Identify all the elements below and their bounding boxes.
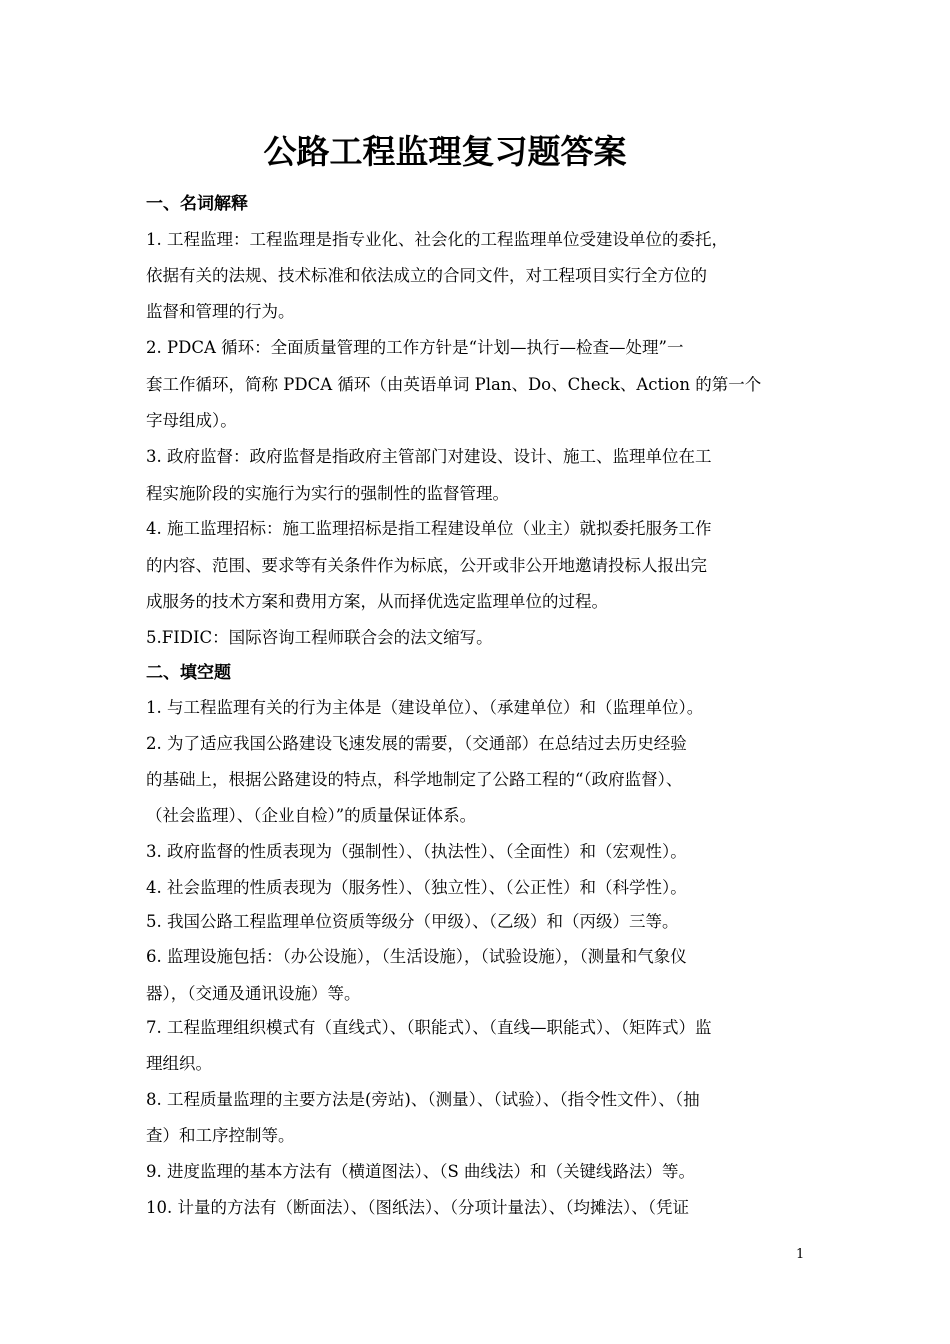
text-line: 成服务的技术方案和费用方案，从而择优选定监理单位的过程。 — [146, 592, 608, 611]
text-line: 理组织。 — [146, 1054, 212, 1073]
text-line: 4. 社会监理的性质表现为（服务性）、（独立性）、（公正性）和（科学性）。 — [146, 878, 687, 897]
text-line: 8. 工程质量监理的主要方法是(旁站)、（测量）、（试验）、（指令性文件）、（抽 — [146, 1090, 700, 1109]
text-line: 器），（交通及通讯设施）等。 — [146, 984, 361, 1003]
text-line: 2. PDCA 循环：全面质量管理的工作方针是“计划—执行—检查—处理”一 — [146, 338, 684, 357]
text-line: 3. 政府监督的性质表现为（强制性）、（执法性）、（全面性）和（宏观性）。 — [146, 842, 687, 861]
text-line: 6. 监理设施包括：（办公设施），（生活设施），（试验设施），（测量和气象仪 — [146, 947, 687, 966]
text-line: 程实施阶段的实施行为实行的强制性的监督管理。 — [146, 484, 509, 503]
text-line: 的内容、范围、要求等有关条件作为标底，公开或非公开地邀请投标人报出完 — [146, 556, 707, 575]
document-title: 公路工程监理复习题答案 — [263, 132, 627, 171]
text-line: 1. 与工程监理有关的行为主体是（建设单位）、（承建单位）和（监理单位）。 — [146, 698, 704, 717]
text-line: 2. 为了适应我国公路建设飞速发展的需要，（交通部）在总结过去历史经验 — [146, 734, 687, 753]
text-line: 10. 计量的方法有（断面法）、（图纸法）、（分项计量法）、（均摊法）、（凭证 — [146, 1198, 689, 1217]
text-line: 查）和工序控制等。 — [146, 1126, 295, 1145]
text-line: 的基础上，根据公路建设的特点，科学地制定了公路工程的“（政府监督）、 — [146, 770, 683, 789]
text-line: 3. 政府监督：政府监督是指政府主管部门对建设、设计、施工、监理单位在工 — [146, 447, 712, 466]
text-line: 1. 工程监理：工程监理是指专业化、社会化的工程监理单位受建设单位的委托， — [146, 230, 728, 249]
text-line: 9. 进度监理的基本方法有（横道图法）、（S 曲线法）和（关键线路法）等。 — [146, 1162, 696, 1181]
section-heading-definitions: 一、名词解释 — [146, 194, 248, 214]
text-line: 依据有关的法规、技术标准和依法成立的合同文件，对工程项目实行全方位的 — [146, 266, 707, 285]
section-heading-fill-in: 二、填空题 — [146, 663, 231, 683]
text-line: 5. 我国公路工程监理单位资质等级分（甲级）、（乙级）和（丙级）三等。 — [146, 912, 679, 931]
text-line: 4. 施工监理招标：施工监理招标是指工程建设单位（业主）就拟委托服务工作 — [146, 519, 712, 538]
text-line: 7. 工程监理组织模式有（直线式）、（职能式）、（直线—职能式）、（矩阵式）监 — [146, 1018, 712, 1037]
text-line: 5.FIDIC：国际咨询工程师联合会的法文缩写。 — [146, 628, 493, 647]
page-number: 1 — [796, 1247, 805, 1262]
text-line: 监督和管理的行为。 — [146, 302, 295, 321]
text-line: 字母组成）。 — [146, 411, 237, 430]
text-line: 套工作循环，简称 PDCA 循环（由英语单词 Plan、Do、Check、Action 的第一个 — [146, 375, 762, 394]
text-line: （社会监理）、（企业自检）”的质量保证体系。 — [146, 806, 477, 825]
